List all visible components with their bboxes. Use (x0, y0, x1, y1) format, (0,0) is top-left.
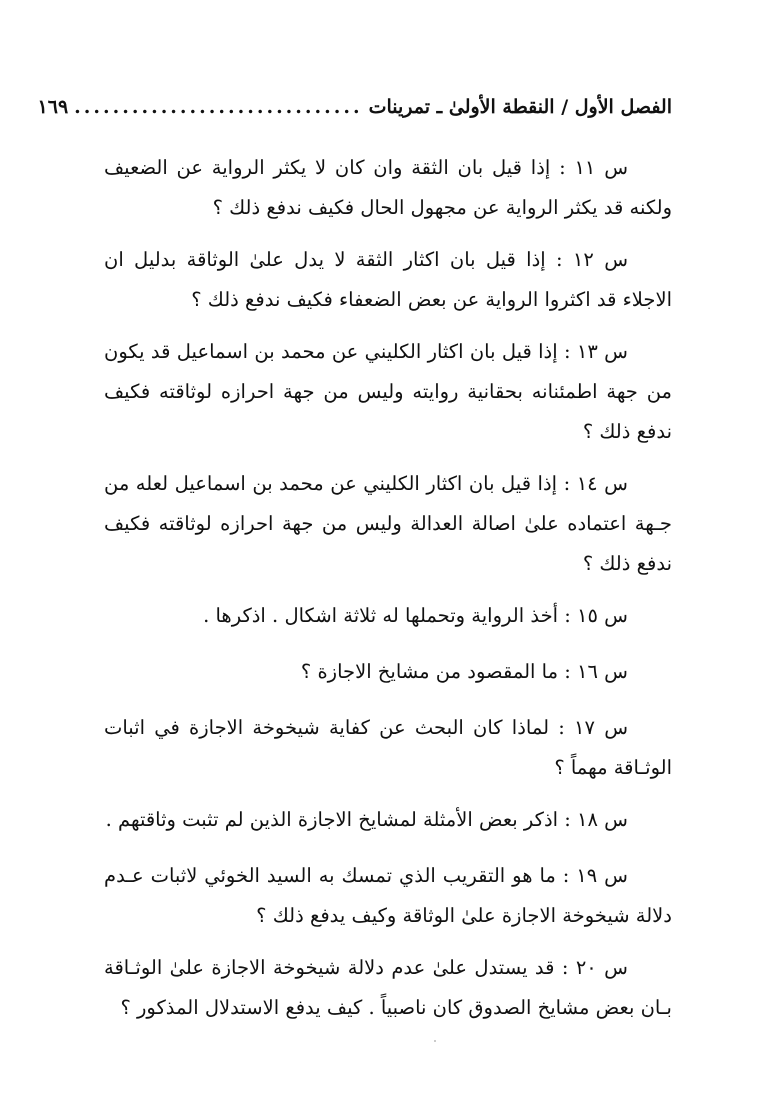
question-text: قد يستدل علىٰ عدم دلالة شيخوخة الاجازة علىٰ الوثـاقة بـان بعض مشايخ الصدوق كان ناصبياً . كيف يدفع الاستدلال المذكور ؟ (104, 956, 672, 1019)
question-16 (104, 652, 672, 692)
header-title: الفصل الأول / النقطة الأولىٰ ـ تمرينات (368, 96, 672, 118)
question-14 (104, 464, 672, 584)
question-number: س ٢٠ : (561, 956, 628, 979)
question-number: س ١٤ : (563, 472, 628, 495)
question-number: س ١٢ : (556, 248, 628, 271)
question-text: ما هو التقريب الذي تمسك به السيد الخوئي لاثبات عـدم دلالة شيخوخة الاجازة علىٰ الوثاقة وكيف يدفع ذلك ؟ (104, 864, 672, 927)
exercise-list (104, 148, 672, 1040)
question-text: إذا قيل بان اكثار الثقة لا يدل علىٰ الوثاقة بدليل ان الاجلاء قد اكثروا الرواية عن بعض الضعفاء فكيف ندفع ذلك ؟ (104, 248, 672, 311)
question-text: ما المقصود من مشايخ الاجازة ؟ (300, 660, 559, 683)
question-17 (104, 708, 672, 788)
scan-speck (434, 1040, 436, 1042)
question-number: س ١٥ : (564, 604, 628, 627)
question-text: إذا قيل بان اكثار الكليني عن محمد بن اسماعيل لعله من جـهة اعتماده علىٰ اصالة العدالة وليس من جهة احرازه لوثاقته فكيف ندفع ذلك ؟ (104, 472, 672, 575)
question-12 (104, 240, 672, 320)
question-number: س ١١ : (559, 156, 628, 179)
question-text: لماذا كان البحث عن كفاية شيخوخة الاجازة في اثبات الوثـاقة مهماً ؟ (104, 716, 672, 779)
question-text: إذا قيل بان الثقة وان كان لا يكثر الرواية عن الضعيف ولكنه قد يكثر الرواية عن مجهول الحال فكيف ندفع ذلك ؟ (104, 156, 672, 219)
question-number: س ١٨ : (564, 808, 628, 831)
page-number: ١٦٩ (37, 96, 69, 118)
running-header (37, 92, 672, 122)
question-19 (104, 856, 672, 936)
question-text: اذكر بعض الأمثلة لمشايخ الاجازة الذين لم تثبت وثاقتهم . (105, 808, 559, 831)
question-number: س ١٧ : (558, 716, 628, 739)
question-13 (104, 332, 672, 452)
question-11 (104, 148, 672, 228)
question-text: أخذ الرواية وتحملها له ثلاثة اشكال . اذكرها . (203, 604, 559, 627)
question-text: إذا قيل بان اكثار الكليني عن محمد بن اسماعيل قد يكون من جهة اطمئنانه بحقانية روايته وليس من جهة احرازه لوثاقته فكيف ندفع ذلك ؟ (104, 340, 672, 443)
header-leader-dots: .............................. (74, 96, 363, 118)
question-number: س ١٣ : (564, 340, 628, 363)
question-15 (104, 596, 672, 636)
question-18 (104, 800, 672, 840)
question-number: س ١٩ : (562, 864, 628, 887)
question-20 (104, 948, 672, 1028)
question-number: س ١٦ : (564, 660, 628, 683)
